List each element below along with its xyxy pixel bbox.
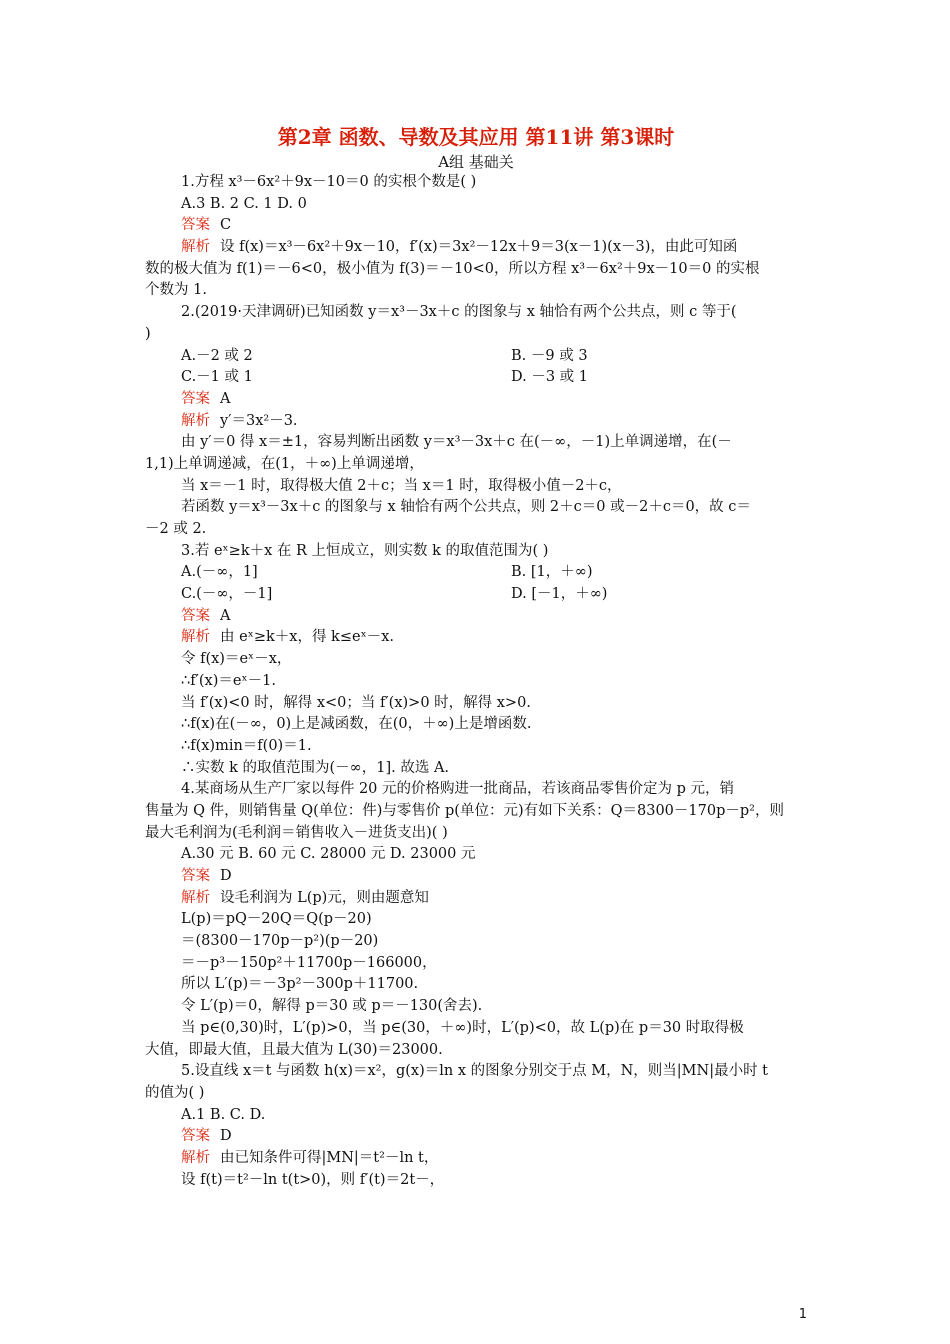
answer-value: A (220, 607, 231, 624)
q3-options-row (145, 562, 807, 584)
q4-stem-cont: 售量为 Q 件，则销售量 Q(单位：件)与零售价 p(单位：元)有如下关系：Q＝8300－170p－p²，则 (145, 802, 784, 819)
q4-analysis-line: 当 p∈(0,30)时，L′(p)>0，当 p∈(30，＋∞)时，L′(p)<0，故 L(p)在 p＝30 时取得极 (181, 1019, 744, 1036)
q2-option-c: C.－1 或 1 (181, 369, 253, 386)
q5-options: A.1 B. C. D. (181, 1106, 266, 1123)
q4-options: A.30 元 B. 60 元 C. 28000 元 D. 23000 元 (181, 846, 476, 863)
q4-analysis-line (145, 888, 807, 910)
q5-stem: 5.设直线 x＝t 与函数 h(x)＝x²，g(x)＝ln x 的图象分别交于点 M，N，则当|MN|最小时 t (181, 1063, 769, 1080)
q3-option-b: B. [1，＋∞) (511, 564, 593, 581)
q3-analysis-line: ∴f(x)在(－∞，0)上是减函数，在(0，＋∞)上是增函数. (181, 716, 532, 733)
q4-analysis-line: 所以 L′(p)＝－3p²－300p＋11700. (181, 976, 419, 993)
q2-options-row (145, 346, 807, 368)
q3-option-a: A.(－∞，1] (181, 564, 258, 581)
q2-options-row (145, 367, 807, 389)
analysis-label: 解析 (181, 629, 210, 646)
q5-analysis-line: 设 f(t)＝t²－ln t(t>0)，则 f′(t)＝2t－， (181, 1171, 445, 1188)
analysis-label: 解析 (181, 239, 210, 256)
q3-options-row (145, 584, 807, 606)
q3-option-d: D. [－1，＋∞) (511, 586, 608, 603)
q4-analysis-line: 大值，即最大值，且最大值为 L(30)＝23000. (145, 1041, 443, 1058)
q3-answer (145, 606, 807, 628)
q1-analysis-line: 数的极大值为 f(1)＝－6<0，极小值为 f(3)＝－10<0，所以方程 x³－6x²＋9x－10＝0 的实根 (145, 260, 760, 277)
q2-analysis-line: 当 x＝－1 时，取得极大值 2＋c；当 x＝1 时，取得极小值－2＋c， (181, 477, 622, 494)
section-subtitle: A组 基础关 (438, 153, 514, 171)
q4-stem-cont: 最大毛利润为(毛利润＝销售收入－进货支出)( ) (145, 824, 448, 841)
answer-value: C (220, 217, 232, 234)
q1-answer (145, 215, 807, 237)
answer-label: 答案 (181, 868, 210, 884)
q4-answer (145, 866, 807, 888)
q2-answer (145, 389, 807, 411)
q3-analysis-line: ∴f(x)min＝f(0)＝1. (181, 737, 312, 754)
q1-analysis-line: 个数为 1. (145, 282, 207, 299)
q2-analysis-line (145, 411, 807, 433)
answer-label: 答案 (181, 607, 210, 624)
q2-analysis-line: 若函数 y＝x³－3x＋c 的图象与 x 轴恰有两个公共点，则 2＋c＝0 或－2＋c＝0，故 c＝ (181, 499, 751, 516)
q4-analysis-line: ＝(8300－170p－p²)(p－20) (181, 933, 379, 950)
analysis-label: 解析 (181, 412, 210, 429)
q1-options: A.3 B. 2 C. 1 D. 0 (181, 195, 307, 212)
page-number: 1 (798, 1307, 807, 1322)
q3-analysis-line: ∴实数 k 的取值范围为(－∞，1]. 故选 A. (181, 759, 450, 776)
analysis-label: 解析 (181, 1149, 210, 1166)
q2-analysis-line: －2 或 2. (145, 521, 207, 537)
q1-stem: 1.方程 x³－6x²＋9x－10＝0 的实根个数是( ) (181, 174, 477, 190)
q2-analysis-line: 1,1)上单调递减，在(1，＋∞)上单调递增， (145, 455, 424, 472)
answer-label: 答案 (181, 217, 210, 234)
q3-analysis-line (145, 627, 807, 649)
q3-analysis-line: 当 f′(x)<0 时，解得 x<0；当 f′(x)>0 时，解得 x>0. (181, 694, 531, 711)
q2-option-b: B. －9 或 3 (511, 347, 588, 364)
analysis-text: 设毛利润为 L(p)元，则由题意知 (220, 889, 429, 906)
analysis-text: 由 eˣ≥k＋x，得 k≤eˣ－x. (220, 629, 395, 646)
q4-analysis-line: 令 L′(p)＝0，解得 p＝30 或 p＝－130(舍去). (181, 998, 483, 1015)
q2-analysis-line: 由 y′＝0 得 x＝±1，容易判断出函数 y＝x³－3x＋c 在(－∞，－1)上单调递增，在(－ (181, 434, 732, 451)
answer-label: 答案 (181, 1128, 210, 1145)
q5-answer (145, 1126, 807, 1148)
q5-stem-cont: 的值为( ) (145, 1084, 205, 1101)
answer-value: D (220, 868, 232, 884)
q2-option-d: D. －3 或 1 (511, 369, 588, 386)
q3-analysis-line: ∴f′(x)＝eˣ－1. (181, 672, 276, 689)
q2-stem-cont: ) (145, 325, 151, 342)
analysis-text: 由已知条件可得|MN|＝t²－ln t， (220, 1149, 439, 1166)
analysis-text: 设 f(x)＝x³－6x²＋9x－10，f′(x)＝3x²－12x＋9＝3(x－1)(x－3)，由此可知函 (220, 239, 738, 256)
answer-value: A (220, 390, 231, 407)
analysis-text: y′＝3x²－3. (220, 412, 298, 429)
document-page (145, 122, 807, 1191)
q1-analysis-line (145, 237, 807, 259)
answer-value: D (220, 1128, 232, 1145)
page-title: 第2章 函数、导数及其应用 第11讲 第3课时 (277, 125, 675, 149)
q3-stem: 3.若 eˣ≥k＋x 在 R 上恒成立，则实数 k 的取值范围为( ) (181, 542, 549, 559)
q3-option-c: C.(－∞，－1] (181, 586, 273, 603)
q4-analysis-line: ＝－p³－150p²＋11700p－166000， (181, 954, 437, 971)
q2-option-a: A.－2 或 2 (181, 347, 253, 364)
q4-analysis-line: L(p)＝pQ－20Q＝Q(p－20) (181, 911, 372, 928)
q2-stem: 2.(2019·天津调研)已知函数 y＝x³－3x＋c 的图象与 x 轴恰有两个公共点，则 c 等于( (181, 304, 737, 321)
answer-label: 答案 (181, 390, 210, 407)
analysis-label: 解析 (181, 889, 210, 906)
q4-stem: 4.某商场从生产厂家以每件 20 元的价格购进一批商品，若该商品零售价定为 p 元，销 (181, 781, 735, 798)
q3-analysis-line: 令 f(x)＝eˣ－x， (181, 651, 292, 668)
q5-analysis-line (145, 1148, 807, 1170)
